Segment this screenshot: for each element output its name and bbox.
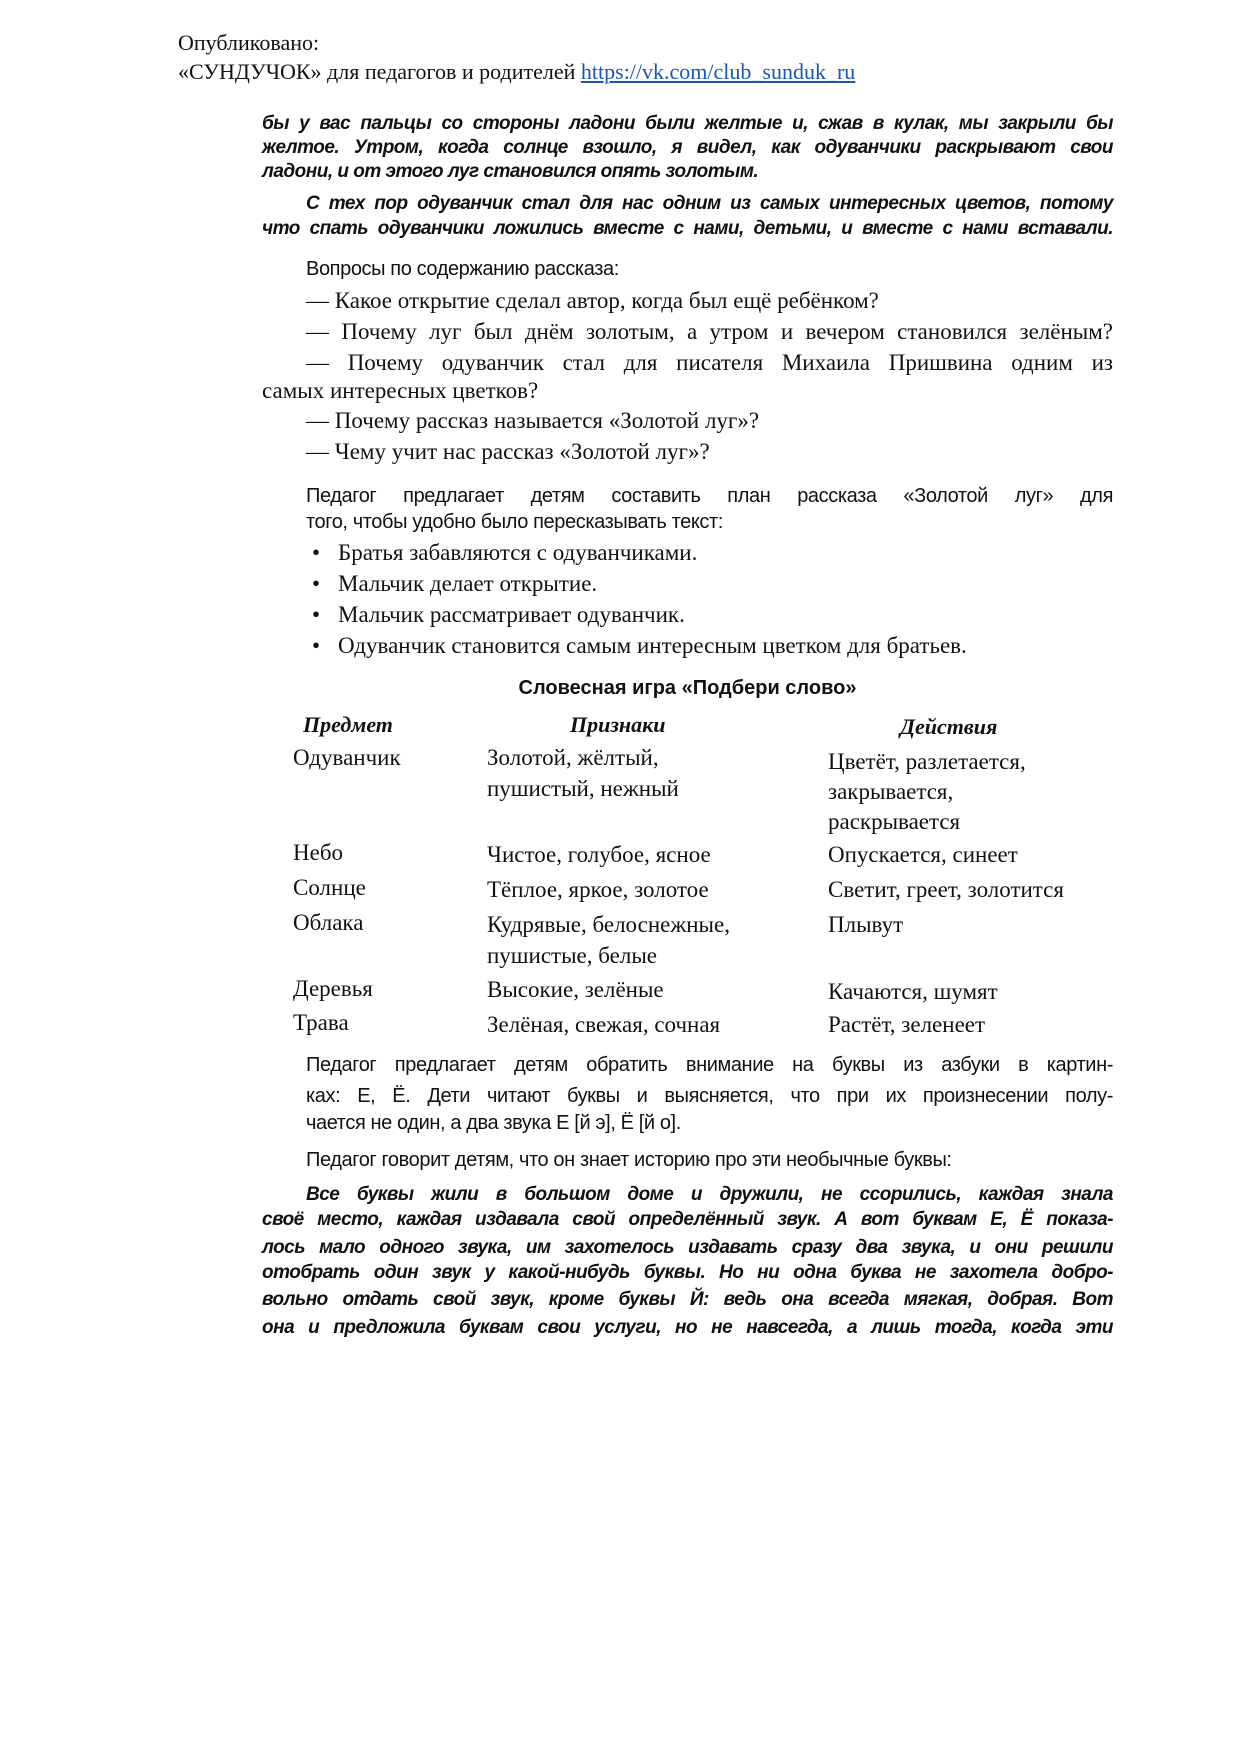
- table-cell-trait: Высокие, зелёные: [487, 977, 664, 1002]
- bullet-icon: •: [312, 602, 321, 627]
- game-title: Словесная игра «Подбери слово»: [518, 677, 857, 699]
- source-link[interactable]: https://vk.com/club_sunduk_ru: [580, 59, 856, 84]
- questions-heading: Вопросы по содержанию рассказа:: [306, 258, 619, 280]
- table-cell-action: закрывается,: [828, 779, 954, 804]
- column-header-subject: Предмет: [303, 712, 393, 737]
- story-line: она и предложила буквам свои услуги, но не навсегда, а лишь тогда, когда эти: [262, 1317, 1113, 1338]
- story-end-line: ладони, и от этого луг становился опять золотым.: [262, 161, 759, 182]
- question-line: самых интересных цветков?: [262, 378, 539, 403]
- table-cell-action: Светит, греет, золотится: [828, 877, 1064, 902]
- question-line: — Какое открытие сделал автор, когда был ещё ребёнком?: [306, 288, 879, 313]
- story-line: вольно отдать свой звук, кроме буквы Й: ведь она всегда мягкая, добрая. Вот: [262, 1289, 1113, 1310]
- published-label: Опубликовано:: [178, 30, 320, 55]
- story-end-line: С тех пор одуванчик стал для нас одним из самых интересных цветов, потому: [306, 193, 1113, 214]
- table-cell-subject: Трава: [293, 1010, 349, 1035]
- plan-intro-line: Педагог предлагает детям составить план рассказа «Золотой луг» для: [306, 485, 1113, 507]
- table-cell-subject: Облака: [293, 910, 364, 935]
- plan-item: Братья забавляются с одуванчиками.: [338, 540, 698, 565]
- story-line: Все буквы жили в большом доме и дружили, не ссорились, каждая знала: [306, 1184, 1113, 1205]
- table-cell-trait: пушистый, нежный: [487, 776, 679, 801]
- story-line: отобрать один звук у какой-нибудь буквы. Но ни одна буква не захотела добро-: [262, 1262, 1113, 1283]
- table-cell-subject: Солнце: [293, 875, 366, 900]
- table-cell-trait: Золотой, жёлтый,: [487, 745, 659, 770]
- table-cell-trait: пушистые, белые: [487, 943, 657, 968]
- table-cell-action: Цветёт, разлетается,: [828, 749, 1026, 774]
- story-intro: Педагог говорит детям, что он знает историю про эти необычные буквы:: [306, 1149, 952, 1171]
- bullet-icon: •: [312, 571, 321, 596]
- table-cell-subject: Одуванчик: [293, 745, 401, 770]
- story-line: своё место, каждая издавала свой определённый звук. А вот буквам Е, Ё показа-: [262, 1209, 1113, 1230]
- letters-line: ках: Е, Ё. Дети читают буквы и выясняется, что при их произнесении полу-: [306, 1085, 1113, 1107]
- table-cell-action: Плывут: [828, 912, 904, 937]
- question-line: — Почему луг был днём золотым, а утром и вечером становился зелёным?: [306, 319, 1113, 344]
- question-line: — Почему рассказ называется «Золотой луг»?: [306, 408, 760, 433]
- story-end-line: бы у вас пальцы со стороны ладони были желтые и, сжав в кулак, мы закрыли бы: [262, 113, 1113, 134]
- table-cell-action: Растёт, зеленеет: [828, 1012, 986, 1037]
- table-cell-trait: Кудрявые, белоснежные,: [487, 912, 730, 937]
- plan-item: Одуванчик становится самым интересным цветком для братьев.: [338, 633, 967, 658]
- story-end-line: желтое. Утром, когда солнце взошло, я видел, как одуванчики раскрывают свои: [262, 137, 1113, 158]
- table-cell-subject: Небо: [293, 840, 344, 865]
- column-header-actions: Действия: [900, 714, 998, 739]
- column-header-traits: Признаки: [570, 712, 666, 737]
- table-cell-trait: Зелёная, свежая, сочная: [487, 1012, 721, 1037]
- plan-item: Мальчик делает открытие.: [338, 571, 598, 596]
- table-cell-trait: Чистое, голубое, ясное: [487, 842, 711, 867]
- table-cell-subject: Деревья: [293, 976, 373, 1001]
- plan-item: Мальчик рассматривает одуванчик.: [338, 602, 685, 627]
- table-cell-trait: Тёплое, яркое, золотое: [487, 877, 709, 902]
- letters-line: Педагог предлагает детям обратить внимание на буквы из азбуки в картин-: [306, 1054, 1113, 1076]
- table-cell-action: Опускается, синеет: [828, 842, 1018, 867]
- table-cell-action: раскрывается: [828, 809, 961, 834]
- question-line: — Чему учит нас рассказ «Золотой луг»?: [306, 439, 710, 464]
- source-text: «СУНДУЧОК» для педагогов и родителей: [178, 59, 576, 84]
- bullet-icon: •: [312, 633, 321, 658]
- story-end-line: что спать одуванчики ложились вместе с нами, детьми, и вместе с нами вставали.: [262, 218, 1113, 239]
- question-line: — Почему одуванчик стал для писателя Михаила Пришвина одним из: [306, 350, 1113, 375]
- bullet-icon: •: [312, 540, 321, 565]
- letters-line: чается не один, а два звука Е [й э], Ё [й о].: [306, 1112, 681, 1134]
- source-line: [178, 61, 855, 83]
- plan-intro-line: того, чтобы удобно было пересказывать текст:: [306, 511, 723, 533]
- story-line: лось мало одного звука, им захотелось издавать сразу два звука, и они решили: [262, 1237, 1113, 1258]
- table-cell-action: Качаются, шумят: [828, 979, 998, 1004]
